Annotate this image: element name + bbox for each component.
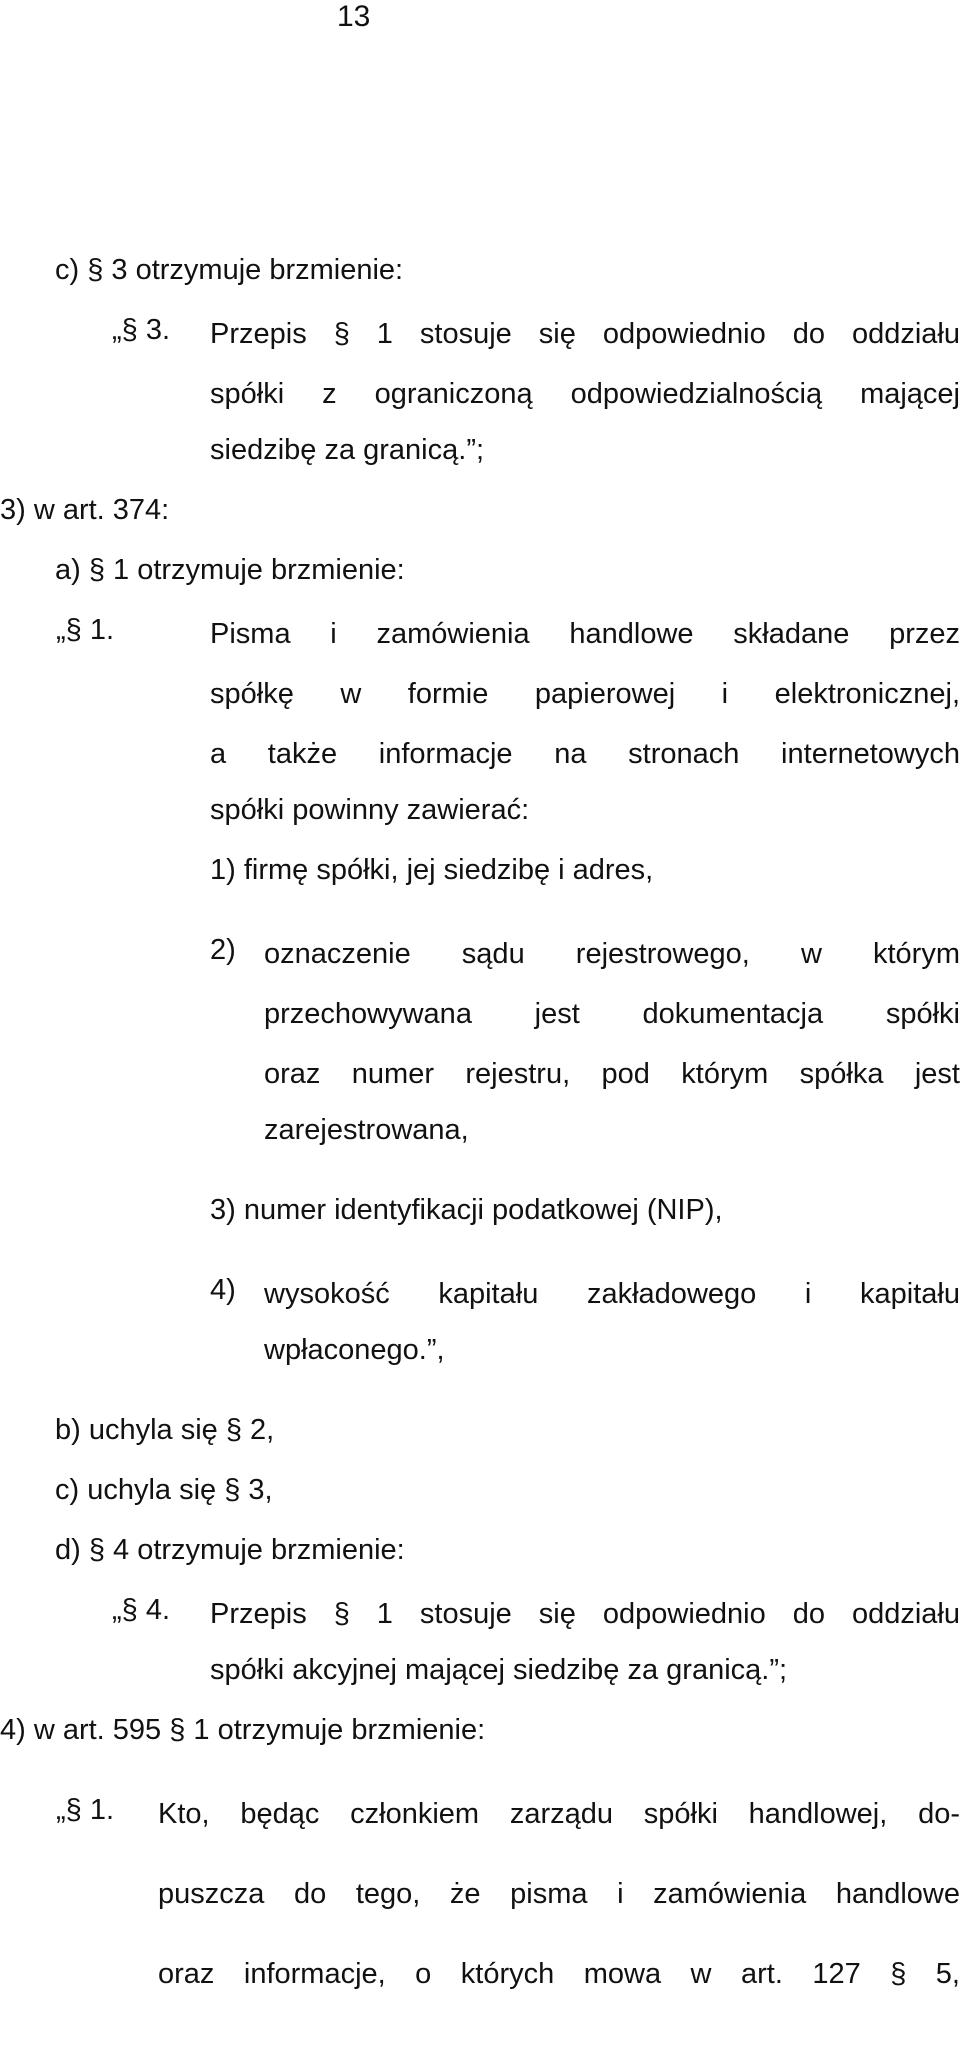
list-item-2-line-3: oraz numer rejestru, pod którym spółka jest — [264, 1058, 960, 1090]
paragraph-595-line-3: oraz informacje, o których mowa w art. 127 § 5, — [158, 1958, 960, 1990]
paragraph-1-line-2: spółkę w formie papierowej i elektronicznej, — [210, 678, 960, 710]
paragraph-3-label: „§ 3. — [112, 314, 171, 346]
list-item-4-number: 4) — [210, 1274, 236, 1306]
paragraph-595-label: „§ 1. — [56, 1794, 115, 1826]
list-item-4-line-2: wpłaconego.”, — [264, 1334, 445, 1366]
item-art-374: 3) w art. 374: — [0, 494, 170, 526]
paragraph-4-line-1: Przepis § 1 stosuje się odpowiednio do oddziału — [210, 1598, 960, 1630]
list-item-2-number: 2) — [210, 934, 236, 966]
item-b-2: b) uchyla się § 2, — [55, 1414, 275, 1446]
item-c-3-repeal: c) uchyla się § 3, — [55, 1474, 273, 1506]
paragraph-3-line-1: Przepis § 1 stosuje się odpowiednio do oddziału — [210, 318, 960, 350]
list-item-2-line-2: przechowywana jest dokumentacja spółki — [264, 998, 960, 1030]
paragraph-1-line-3: a także informacje na stronach internetowych — [210, 738, 960, 770]
paragraph-4-label: „§ 4. — [112, 1594, 171, 1626]
item-c-3: c) § 3 otrzymuje brzmienie: — [55, 254, 404, 286]
list-item-3: 3) numer identyfikacji podatkowej (NIP), — [210, 1194, 723, 1226]
list-item-4-line-1: wysokość kapitału zakładowego i kapitału — [264, 1278, 960, 1310]
paragraph-1-label: „§ 1. — [56, 614, 115, 646]
paragraph-3-line-3: siedzibę za granicą.”; — [210, 434, 485, 466]
list-item-2-line-1: oznaczenie sądu rejestrowego, w którym — [264, 938, 960, 970]
paragraph-3-line-2: spółki z ograniczoną odpowiedzialnością mającej — [210, 378, 960, 410]
list-item-2-line-4: zarejestrowana, — [264, 1114, 469, 1146]
paragraph-1-line-4: spółki powinny zawierać: — [210, 794, 530, 826]
list-item-1: 1) firmę spółki, jej siedzibę i adres, — [210, 854, 654, 886]
paragraph-595-line-1: Kto, będąc członkiem zarządu spółki handlowej, do- — [158, 1798, 960, 1830]
paragraph-1-line-1: Pisma i zamówienia handlowe składane przez — [210, 618, 960, 650]
item-a-1: a) § 1 otrzymuje brzmienie: — [55, 554, 405, 586]
item-d-4: d) § 4 otrzymuje brzmienie: — [55, 1534, 405, 1566]
paragraph-595-line-2: puszcza do tego, że pisma i zamówienia handlowe — [158, 1878, 960, 1910]
item-art-595: 4) w art. 595 § 1 otrzymuje brzmienie: — [0, 1714, 486, 1746]
paragraph-4-line-2: spółki akcyjnej mającej siedzibę za granicą.”; — [210, 1654, 788, 1686]
page-number: 13 — [337, 0, 371, 33]
